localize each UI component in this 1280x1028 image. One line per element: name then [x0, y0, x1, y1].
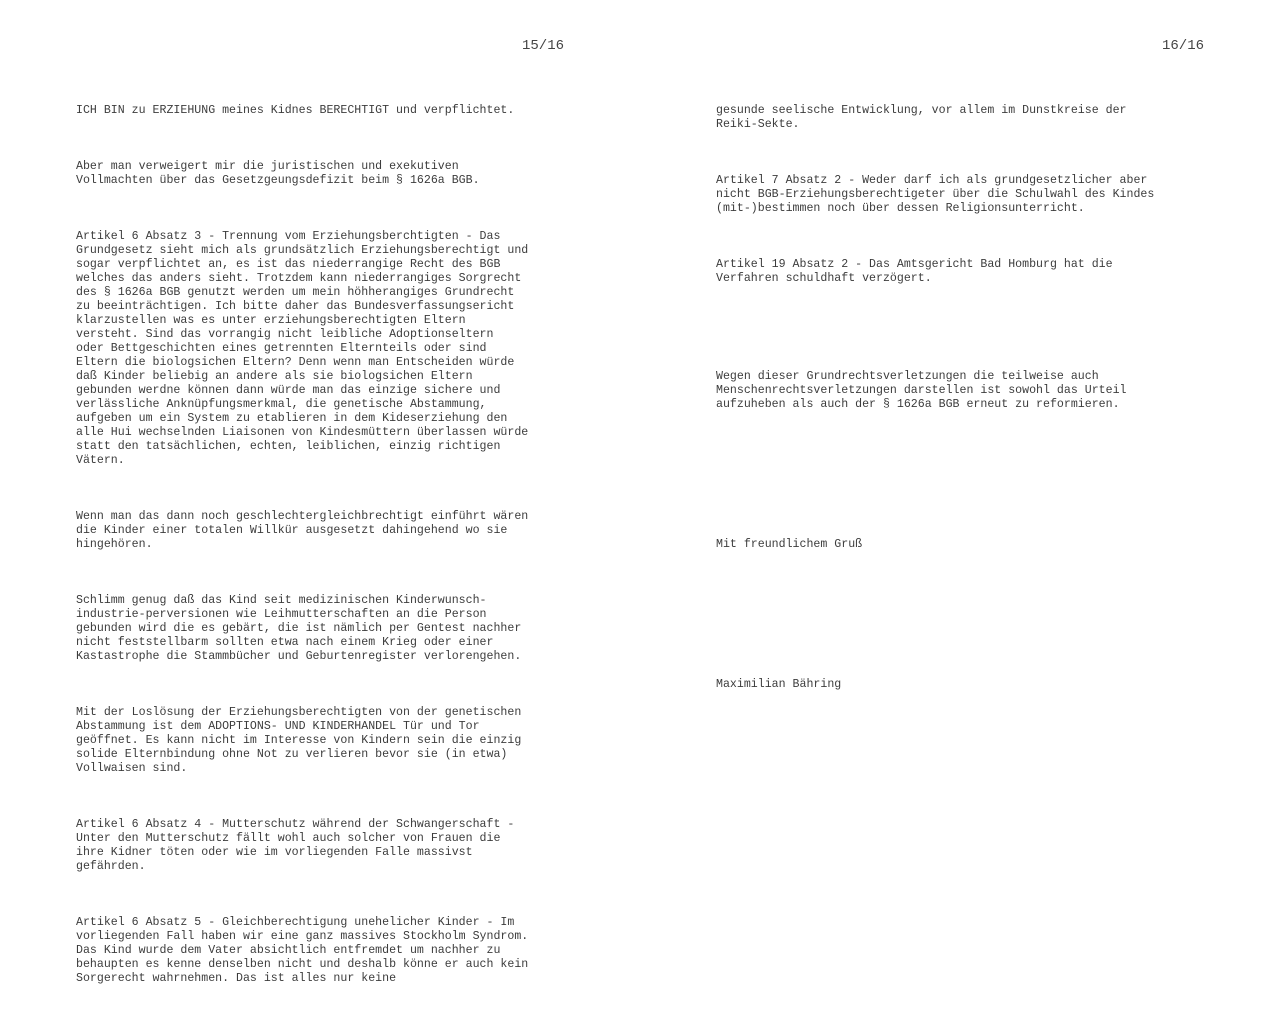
paragraph: Artikel 6 Absatz 4 - Mutterschutz während der Schwangerschaft - Unter den Mutterschutz fällt wohl auch solcher von Frauen die ihre Kidner töten oder wie im vorliegenden Falle massivst gefährden. — [76, 818, 515, 873]
paragraph: Artikel 19 Absatz 2 - Das Amtsgericht Bad Homburg hat die Verfahren schuldhaft verzögert. — [716, 258, 1113, 285]
conclusion-paragraph: Wegen dieser Grundrechtsverletzungen die teilweise auch Menschenrechtsverletzungen darstellen ist sowohl das Urteil aufzuheben als auch der § 1626a BGB erneut zu reformieren. — [716, 370, 1127, 411]
signature-name: Maximilian Bähring — [716, 678, 842, 691]
paragraph: ICH BIN zu ERZIEHUNG meines Kidnes BERECHTIGT und verpflichtet. — [76, 104, 515, 117]
closing-line: Mit freundlichem Gruß — [716, 538, 863, 551]
left-page — [0, 0, 640, 985]
paragraph: Aber man verweigert mir die juristischen und exekutiven Vollmachten über das Gesetzgeungsdefizit beim § 1626a BGB. — [76, 160, 480, 187]
spacer — [716, 496, 1216, 510]
paragraph: Wenn man das dann noch geschlechtergleichbrechtigt einführt wären die Kinder einer totalen Willkür ausgesetzt dahingehend wo sie hingehören. — [76, 510, 529, 551]
spacer — [716, 636, 1216, 650]
spacer — [716, 328, 1216, 342]
right-page — [640, 0, 1280, 905]
paragraph: Artikel 6 Absatz 5 - Gleichberechtigung unehelicher Kinder - Im vorliegenden Fall haben wir eine ganz massives Stockholm Syndrom. Das Kind wurde dem Vater absichtlich entfremdet um nachher zu behaupten es kenne denselben nicht und deshalb könne er auch kein Sorgerecht wahrnehmen. Das ist alles nur keine — [76, 916, 529, 985]
right-page-number: 16/16 — [1161, 38, 1204, 54]
spacer — [716, 454, 1216, 468]
paragraph: Mit der Loslösung der Erziehungsberechtigten von der genetischen Abstammung ist dem ADOPTIONS- UND KINDERHANDEL Tür und Tor geöffnet. Es kann nicht im Interesse von Kindern sein die einzig solide Elternbindung ohne Not zu verlieren bevor sie (in etwa) Vollwaisen sind. — [76, 706, 522, 775]
left-page-body — [76, 76, 576, 1028]
paragraph: Artikel 6 Absatz 3 - Trennung vom Erziehungsberchtigten - Das Grundgesetz sieht mich als grundsätzlich Erziehungsberechtigt und sogar verpflichtet an, es ist das niederrangige Recht des BGB welches das anders sieht. Trotzdem kann niederrangiges Sorgrecht des § 1626a BGB genutzt werden um mein höhherangiges Grundrecht zu beeinträchtigen. Ich bitte daher das Bundesverfassungsericht klarzustellen was es unter erziehungsberechtigten Eltern versteht. Sind das vorrangig nicht leibliche Adoptionseltern oder Bettgeschichten eines getrennten Elternteils oder sind Eltern die biologsichen Eltern? Denn wenn man Entscheiden würde daß Kinder beliebig an andere als sie biologsichen Eltern gebunden werdne können dann würde man das einzige sichere und verlässliche Anknüpfungsmerkmal, die genetische Abstammung, aufgeben um ein System zu etablieren in dem Kideserziehung den alle Hui wechselnden Liaisonen von Kindesmüttern überlassen würde statt den tatsächlichen, echten, leiblichen, einzig richtigen Vätern. — [76, 230, 529, 467]
spacer — [716, 594, 1216, 608]
right-page-body — [716, 76, 1216, 734]
left-page-number: 15/16 — [521, 38, 564, 54]
paragraph: Schlimm genug daß das Kind seit medizinischen Kinderwunsch- industrie-perversionen wie Leihmutterschaften an die Person gebunden wird die es gebärt, die ist nämlich per Gentest nachher nicht feststellbarm sollten etwa nach einem Krieg oder einer Kastastrophe die Stammbücher und Geburtenregister verlorengehen. — [76, 594, 522, 663]
paragraph: Artikel 7 Absatz 2 - Weder darf ich als grundgesetzlicher aber nicht BGB-Erziehungsberechtigeter über die Schulwahl des Kindes (mit-)bestimmen noch über dessen Religionsunterricht. — [716, 174, 1155, 215]
paragraph: gesunde seelische Entwicklung, vor allem im Dunstkreise der Reiki-Sekte. — [716, 104, 1127, 131]
